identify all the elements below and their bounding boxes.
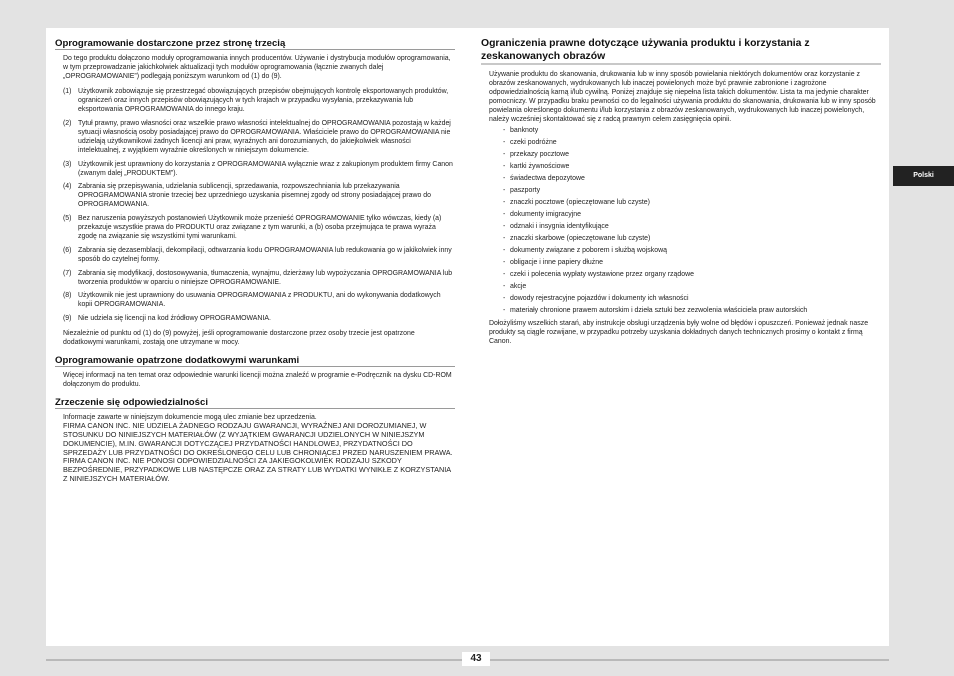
bullet-marker: - <box>503 247 506 255</box>
disclaimer-intro: Informacje zawarte w niniejszym dokumencie mogą ulec zmianie bez uprzedzenia. <box>63 414 317 422</box>
term-number: (6) <box>63 246 72 254</box>
list-item <box>503 247 881 255</box>
list-item <box>503 199 881 207</box>
list-item-text: znaczki skarbowe (opieczętowane lub czyste) <box>510 235 651 243</box>
list-item-text: dokumenty imigracyjne <box>510 211 581 219</box>
term-text: Zabrania się przepisywania, udzielania sublicencji, sprzedawania, rozpowszechniania lub przekazywania OPROGRAMOWANIA stronie trzeciej bez uprzedniego uzyskania pisemnej zgody od strony posiadającej prawo do OPROGRAMOWANIA. <box>78 183 431 209</box>
term-item <box>55 269 455 287</box>
term-number: (4) <box>63 183 72 191</box>
bullet-marker: - <box>503 199 506 207</box>
term-item <box>55 182 455 209</box>
list-item-text: świadectwa depozytowe <box>510 175 585 183</box>
term-number: (3) <box>63 160 72 168</box>
third-party-outro: Niezależnie od punktu od (1) do (9) powyżej, jeśli oprogramowanie dostarczone przez osoby trzecie jest opatrzone dodatkowymi warunkami, zostają one utrzymane w mocy. <box>63 329 415 346</box>
bullet-marker: - <box>503 139 506 147</box>
right-column <box>481 38 881 346</box>
bullet-marker: - <box>503 283 506 291</box>
list-item <box>503 295 881 303</box>
term-item <box>55 160 455 178</box>
list-item <box>503 271 881 279</box>
page-number: 43 <box>462 652 490 666</box>
bullet-marker: - <box>503 295 506 303</box>
bullet-marker: - <box>503 151 506 159</box>
term-number: (5) <box>63 215 72 223</box>
section-title-disclaimer: Zrzeczenie się odpowiedzialności <box>55 397 455 409</box>
bullet-marker: - <box>503 187 506 195</box>
list-item <box>503 187 881 195</box>
list-item-text: czeki i polecenia wypłaty wystawione przez organy rządowe <box>510 271 694 279</box>
list-item <box>503 307 881 315</box>
bullet-marker: - <box>503 163 506 171</box>
bullet-marker: - <box>503 175 506 183</box>
list-item-text: kartki żywnościowe <box>510 163 570 171</box>
list-item-text: czeki podróżne <box>510 139 557 147</box>
bullet-marker: - <box>503 307 506 315</box>
list-item-text: banknoty <box>510 127 539 135</box>
list-item-text: paszporty <box>510 187 541 195</box>
section-title-additional-terms: Oprogramowanie opatrzone dodatkowymi warunkami <box>55 355 455 367</box>
section-title-legal-limitations: Ograniczenia prawne dotyczące używania produktu i korzystania z zeskanowanych obrazów <box>481 38 881 65</box>
bullet-marker: - <box>503 223 506 231</box>
term-text: Zabrania się modyfikacji, dostosowywania, tłumaczenia, wynajmu, dzierżawy lub wypożyczania OPROGRAMOWANIA lub tworzenia produktów w oparciu o niniejsze OPROGRAMOWANIE. <box>78 269 453 286</box>
list-item <box>503 223 881 231</box>
section-title-third-party-software: Oprogramowanie dostarczone przez stronę trzecią <box>55 38 455 50</box>
list-item-text: akcje <box>510 283 527 291</box>
list-item-text: obligacje i inne papiery dłużne <box>510 259 603 267</box>
term-text: Tytuł prawny, prawo własności oraz wszelkie prawo własności intelektualnej do OPROGRAMOWANIA pozostają w każdej sytuacji własnością osoby posiadającej prawo do OPROGRAMOWANIA. Właściciele prawo do OPROGRAMOWANIA nie udzielają użytkownikowi żadnych licencji ani praw, wyraźnych ani dorozumianych, do jakiejkolwiek własności intelektualnej, z wyjątkiem wyraźnie określonych w niniejszym dokumencie. <box>78 119 451 155</box>
language-tab: Polski <box>893 166 954 186</box>
list-item-text: odznaki i insygnia identyfikujące <box>510 223 609 231</box>
disclaimer-text: FIRMA CANON INC. NIE UDZIELA ŻADNEGO RODZAJU GWARANCJI, WYRAŹNEJ ANI DOROZUMIANEJ, W STOSUNKU DO NINIEJSZYCH MATERIAŁÓW (Z WYJĄTKIEM GWARANCJI UDZIELONYCH W NINIEJSZYM DOKUMENCIE), M.IN. GWARANCJI DOTYCZĄCEJ PRZYDATNOŚCI HANDLOWEJ, PRZYDATNOŚCI DO SPRZEDAŻY LUB PRZYDATNOŚCI DO OKREŚLONEGO CELU LUB CHRONIĄCEJ PRZED NARUSZENIEM PRAWA. FIRMA CANON INC. NIE PONOSI ODPOWIEDZIALNOŚCI ZA JAKIEGOKOLWIEK RODZAJU SZKODY BEZPOŚREDNIE, PRZYPADKOWE LUB NASTĘPCZE ORAZ ZA STRATY LUB WYDATKI WYNIKŁE Z KORZYSTANIA Z NINIEJSZYCH MATERIAŁÓW. <box>63 421 453 483</box>
additional-terms-text: Więcej informacji na ten temat oraz odpowiednie warunki licencji można znaleźć w programie e-Podręcznik na dysku CD-ROM dołączonym do produktu. <box>63 372 452 389</box>
term-item <box>55 119 455 155</box>
term-number: (9) <box>63 314 72 322</box>
term-text: Użytkownik jest uprawniony do korzystania z OPROGRAMOWANIA wyłącznie wraz z zakupionym produktem firmy Canon (zwanym dalej „PRODUKTEM”). <box>78 160 453 177</box>
list-item <box>503 151 881 159</box>
term-item <box>55 214 455 241</box>
bullet-marker: - <box>503 271 506 279</box>
list-item <box>503 235 881 243</box>
bullet-marker: - <box>503 211 506 219</box>
list-item <box>503 139 881 147</box>
third-party-intro: Do tego produktu dołączono moduły oprogramowania innych producentów. Używanie i dystrybucja modułów oprogramowania, w tym przeprowadzanie jakichkolwiek aktualizacji tych modułów oprogramowania (łącznie zwanych dalej „OPROGRAMOWANIE”) podlegają poniższym warunkom od (1) do (9). <box>63 55 451 81</box>
term-text: Użytkownik zobowiązuje się przestrzegać obowiązujących przepisów obejmujących kontrolę eksportowanych produktów, ograniczeń oraz innych przepisów obowiązujących w tych krajach w przypadku wysyłania, przekazywania lub eksportowania OPROGRAMOWANIA do innego kraju. <box>78 88 449 114</box>
list-item <box>503 127 881 135</box>
list-item <box>503 259 881 267</box>
list-item <box>503 163 881 171</box>
list-item <box>503 211 881 219</box>
term-number: (8) <box>63 292 72 300</box>
term-number: (7) <box>63 269 72 277</box>
left-column <box>55 38 455 484</box>
term-item <box>55 314 455 323</box>
list-item-text: dowody rejestracyjne pojazdów i dokumenty ich własności <box>510 295 689 303</box>
term-number: (2) <box>63 119 72 127</box>
bullet-marker: - <box>503 235 506 243</box>
bullet-marker: - <box>503 259 506 267</box>
list-item-text: materiały chronione prawem autorskim i dzieła sztuki bez zezwolenia właściciela praw autorskich <box>510 307 808 315</box>
term-text: Użytkownik nie jest uprawniony do usuwania OPROGRAMOWANIA z PRODUKTU, ani do wykonywania dodatkowych kopii OPROGRAMOWANIA. <box>78 292 441 309</box>
term-text: Bez naruszenia powyższych postanowień Użytkownik może przenieść OPROGRAMOWANIE tylko wówczas, kiedy (a) przekazuje wszystkie prawa do PRODUKTU oraz związane z tym warunki, a (b) osoba przejmująca te prawa wyraża zgodę na związanie się wszystkimi tymi warunkami. <box>78 215 442 241</box>
term-text: Zabrania się dezasemblacji, dekompilacji, odtwarzania kodu OPROGRAMOWANIA lub redukowania go w jakikolwiek inny sposób do czytelnej formy. <box>78 246 452 263</box>
legal-intro: Używanie produktu do skanowania, drukowania lub w inny sposób powielania niektórych dokumentów oraz korzystanie z obrazów zeskanowanych, wydrukowanych lub inaczej powielonych może być prawnie zabronione i zagrożone odpowiedzialnością karną i/lub cywilną. Poniżej znajduje się niepełna lista takich dokumentów. Lista ta ma jedynie charakter pomocniczy. W przypadku braku pewności co do legalności używania produktu do skanowania, drukowania lub w inny sposób powielania określonego dokumentu i/lub korzystania z obrazów zeskanowanych, wydrukowanych lub inaczej powielonych, należy wcześniej skontaktować się z radcą prawnym celem zasięgnięcia opinii. <box>489 71 876 124</box>
term-item <box>55 291 455 309</box>
term-text: Nie udziela się licencji na kod źródłowy OPROGRAMOWANIA. <box>78 314 271 322</box>
term-item <box>55 87 455 114</box>
list-item-text: dokumenty związane z poborem i służbą wojskową <box>510 247 667 255</box>
list-item <box>503 283 881 291</box>
term-item <box>55 246 455 264</box>
term-number: (1) <box>63 88 72 96</box>
bullet-marker: - <box>503 127 506 135</box>
list-item <box>503 175 881 183</box>
restricted-documents-list <box>481 127 881 315</box>
legal-outro: Dołożyliśmy wszelkich starań, aby instrukcje obsługi urządzenia były wolne od błędów i opuszczeń. Ponieważ jednak nasze produkty są ciągle rozwijane, w przypadku potrzeby uzyskania dokładnych danych technicznych prosimy o kontakt z firmą Canon. <box>489 320 869 346</box>
list-item-text: przekazy pocztowe <box>510 151 569 159</box>
terms-list <box>55 87 455 323</box>
list-item-text: znaczki pocztowe (opieczętowane lub czyste) <box>510 199 650 207</box>
